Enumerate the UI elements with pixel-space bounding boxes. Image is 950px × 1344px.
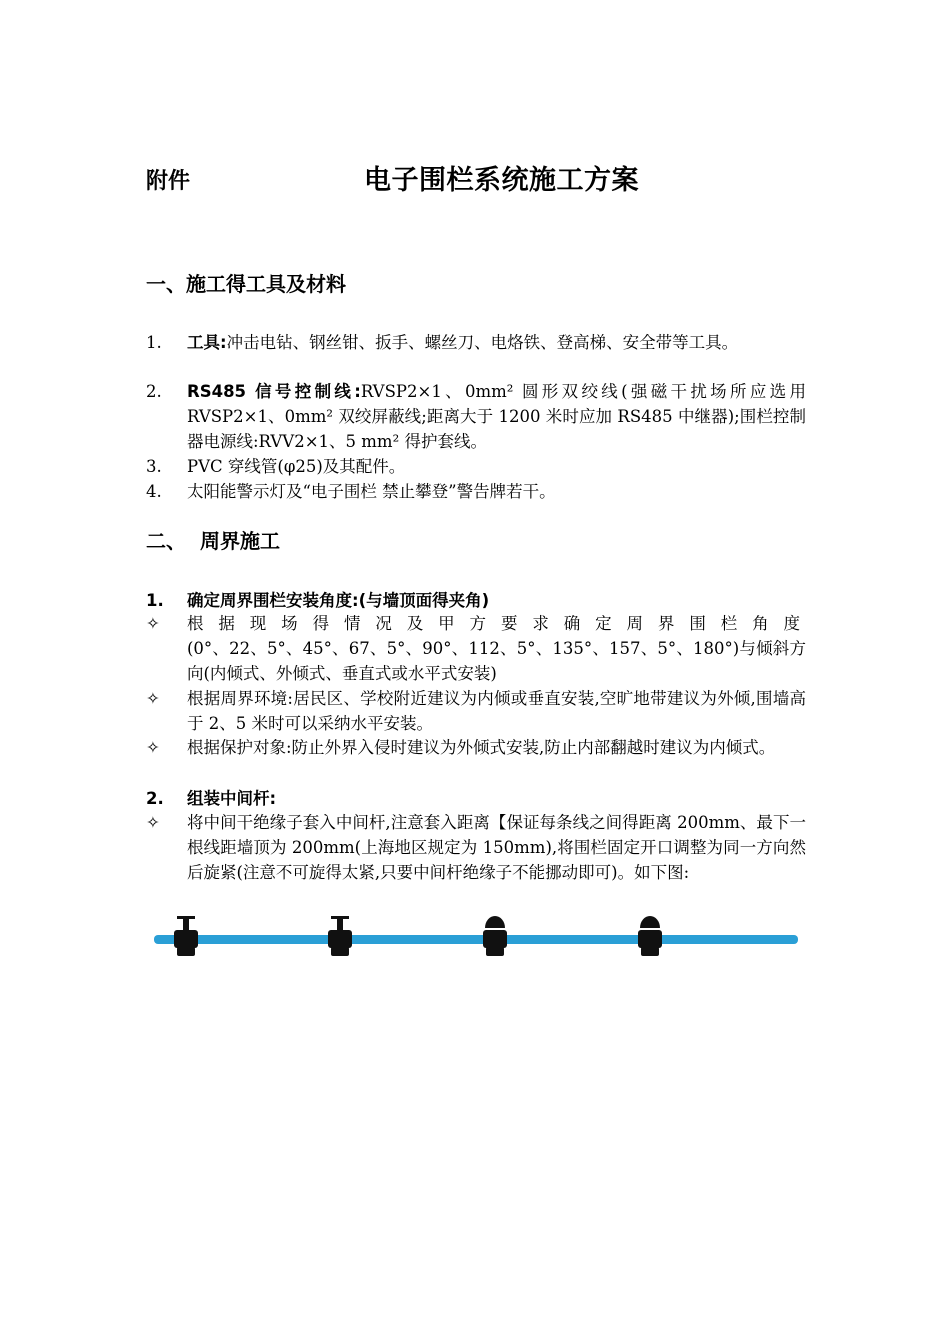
section2-heading <box>146 525 280 554</box>
bullet-item <box>146 735 806 785</box>
step-heading <box>146 786 806 811</box>
list-body: 冲击电钻、钢丝钳、扳手、螺丝刀、电烙铁、登高梯、安全带等工具。 <box>226 333 739 352</box>
bullet-item <box>146 686 806 736</box>
bullet-body: 将中间干绝缘子套入中间杆,注意套入距离【保证每条线之间得距离 200mm、最下一根线距墙顶为 200mm(上海地区规定为 150mm),将围栏固定开口调整为同一方向然后旋紧(注意不可旋得太紧,只要中间杆绝缘子不能挪动即可)。如下图: <box>187 813 806 882</box>
step-title: 组装中间杆: <box>187 789 277 808</box>
list-item <box>146 330 806 380</box>
list-bold-label: 工具: <box>187 333 227 352</box>
list-item <box>146 479 806 504</box>
insulator <box>174 916 198 956</box>
list-body: RVSP2×1、0mm² 圆形双绞线(强磁干扰场所应选用 RVSP2×1、0mm² 双绞屏蔽线;距离大于 1200 米时应加 RS485 中继器);围栏控制器电源线:RVV2×1、5 mm² 得护套线。 <box>187 382 806 451</box>
document-header <box>146 158 806 198</box>
rod <box>154 935 798 944</box>
list-item <box>146 454 806 479</box>
diamond-bullet-icon: ✧ <box>146 813 160 832</box>
list-number: 3. <box>146 457 162 476</box>
section2-heading-text: 周界施工 <box>200 529 280 553</box>
diamond-bullet-icon: ✧ <box>146 738 160 757</box>
list-text <box>187 454 806 479</box>
list-body: 太阳能警示灯及“电子围栏 禁止攀登”警告牌若干。 <box>187 482 556 501</box>
list-body: PVC 穿线管(φ25)及其配件。 <box>187 457 406 476</box>
list-number: 1. <box>146 333 162 352</box>
bullet-body: 根据周界环境:居民区、学校附近建议为内倾或垂直安装,空旷地带建议为外倾,围墙高于 2、5 米时可以采纳水平安装。 <box>187 689 806 733</box>
bullet-body: (0°、22、5°、45°、67、5°、90°、112、5°、135°、157、5°、180°)与倾斜方向(内倾式、外倾式、垂直式或水平式安装) <box>187 639 806 683</box>
diamond-bullet-icon: ✧ <box>146 689 160 708</box>
step-number: 1. <box>146 591 164 610</box>
list-item <box>146 379 806 454</box>
list-number: 2. <box>146 382 162 401</box>
bullet-item <box>146 611 806 686</box>
bullet-body: 根据保护对象:防止外界入侵时建议为外倾式安装,防止内部翻越时建议为内倾式。 <box>187 738 776 757</box>
list-text <box>187 479 806 504</box>
list-bold-label: RS485 信号控制线: <box>187 382 361 401</box>
diamond-bullet-icon: ✧ <box>146 614 160 633</box>
section1-heading <box>146 268 346 297</box>
insulator <box>328 916 352 956</box>
section2-heading-num: 二、 <box>146 529 186 553</box>
document-title: 电子围栏系统施工方案 <box>364 165 639 196</box>
insulator <box>638 916 662 956</box>
step-heading <box>146 588 806 613</box>
list-text <box>187 330 806 355</box>
step-title: 确定周界围栏安装角度:(与墙顶面得夹角) <box>187 591 490 610</box>
section1-heading-text: 一、施工得工具及材料 <box>146 272 346 296</box>
attachment-label: 附件 <box>146 169 191 194</box>
list-text <box>187 379 806 454</box>
insulator <box>483 916 507 956</box>
bullet-item <box>146 810 806 910</box>
bullet-line: 根据现场得情况及甲方要求确定周界围栏角度 <box>187 614 806 633</box>
rod-insulator-figure <box>150 910 802 962</box>
step-number: 2. <box>146 789 164 808</box>
list-number: 4. <box>146 482 162 501</box>
bullet-text <box>187 611 806 686</box>
